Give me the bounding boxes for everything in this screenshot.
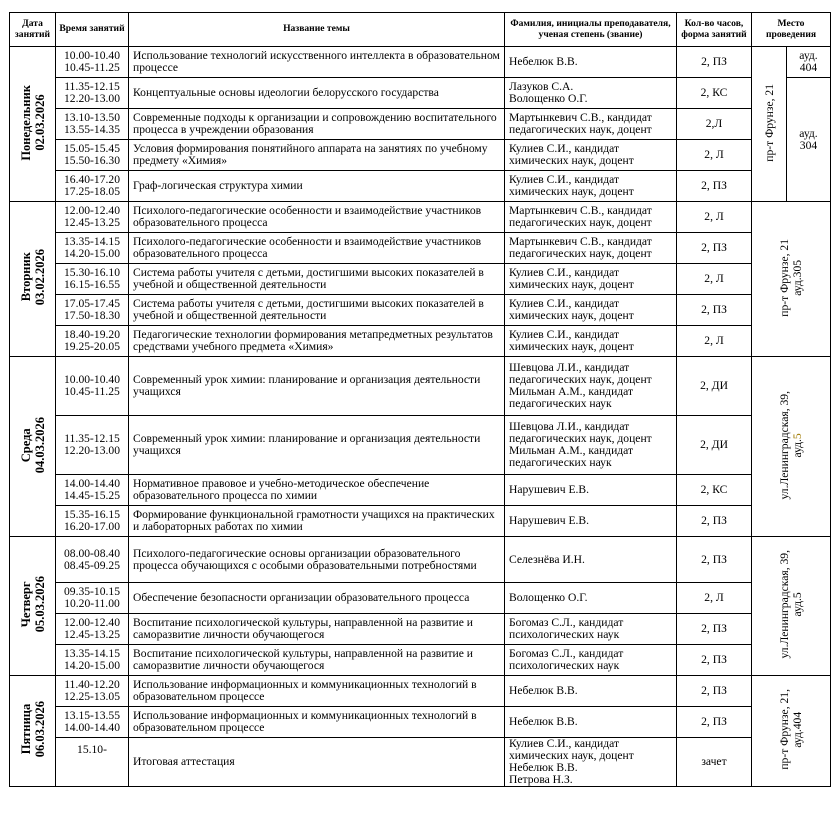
day-cell (10, 357, 56, 537)
table-row (10, 264, 831, 295)
header-time: Время занятий (56, 13, 129, 47)
day-cell (10, 676, 56, 787)
place-cell (752, 202, 831, 357)
table-row (10, 47, 831, 78)
table-row (10, 109, 831, 140)
table-row (10, 738, 831, 787)
hours-cell: 2, Л (677, 140, 752, 171)
time-cell: 15.10- (56, 738, 129, 787)
topic-cell: Концептуальные основы идеологии белорусского государства (129, 78, 505, 109)
table-row (10, 78, 831, 109)
table-row (10, 707, 831, 738)
hours-cell: 2,Л (677, 109, 752, 140)
topic-cell: Психолого-педагогические особенности и взаимодействие участников образовательного процесса (129, 233, 505, 264)
teacher-cell: Мартынкевич С.В., кандидат педагогических наук, доцент (505, 109, 677, 140)
table-row (10, 475, 831, 506)
hours-cell: зачет (677, 738, 752, 787)
time-cell: 11.40-12.20 12.25-13.05 (56, 676, 129, 707)
time-cell: 17.05-17.45 17.50-18.30 (56, 295, 129, 326)
schedule-table (9, 12, 831, 787)
header-date: Дата занятий (10, 13, 56, 47)
room-cell: ауд. 304 (787, 78, 831, 202)
place-label: пр-т Фрунзе, 21, ауд.404 (778, 689, 804, 770)
teacher-cell: Кулиев С.И., кандидат химических наук, доцент (505, 140, 677, 171)
time-cell: 15.35-16.15 16.20-17.00 (56, 506, 129, 537)
day-label: Вторник 03.02.2026 (18, 249, 47, 306)
header-hours: Кол-во часов, форма занятий (677, 13, 752, 47)
hours-cell: 2, Л (677, 202, 752, 233)
teacher-cell: Нарушевич Е.В. (505, 475, 677, 506)
place-cell (752, 676, 831, 787)
place-label: ул.Ленинградская, 39, ауд.5 (778, 550, 804, 659)
topic-cell: Психолого-педагогические основы организации образовательного процесса обучающихся с особыми образовательными потребностями (129, 537, 505, 583)
hours-cell: 2, ПЗ (677, 47, 752, 78)
topic-cell: Использование технологий искусственного интеллекта в образовательном процессе (129, 47, 505, 78)
place-cell (752, 357, 831, 537)
time-cell: 14.00-14.40 14.45-15.25 (56, 475, 129, 506)
topic-cell: Современные подходы к организации и сопровождению воспитательного процесса в учреждении образования (129, 109, 505, 140)
teacher-cell: Кулиев С.И., кандидат химических наук, доцент (505, 326, 677, 357)
hours-cell: 2, Л (677, 326, 752, 357)
teacher-cell: Лазуков С.А. Волощенко О.Г. (505, 78, 677, 109)
table-row (10, 645, 831, 676)
table-row (10, 357, 831, 416)
teacher-cell: Богомаз С.Л., кандидат психологических наук (505, 614, 677, 645)
time-cell: 10.00-10.40 10.45-11.25 (56, 47, 129, 78)
topic-cell: Система работы учителя с детьми, достигшими высоких показателей в учебной и общественной деятельности (129, 264, 505, 295)
teacher-cell: Небелюк В.В. (505, 676, 677, 707)
teacher-cell: Небелюк В.В. (505, 47, 677, 78)
teacher-cell: Волощенко О.Г. (505, 583, 677, 614)
time-cell: 13.10-13.50 13.55-14.35 (56, 109, 129, 140)
teacher-cell: Шевцова Л.И., кандидат педагогических наук, доцент Мильман А.М., кандидат педагогических наук (505, 416, 677, 475)
topic-cell: Нормативное правовое и учебно-методическое обеспечение образовательного процесса по химии (129, 475, 505, 506)
teacher-cell: Мартынкевич С.В., кандидат педагогических наук, доцент (505, 202, 677, 233)
teacher-cell: Мартынкевич С.В., кандидат педагогических наук, доцент (505, 233, 677, 264)
time-cell: 08.00-08.40 08.45-09.25 (56, 537, 129, 583)
hours-cell: 2, ПЗ (677, 295, 752, 326)
time-cell: 16.40-17.20 17.25-18.05 (56, 171, 129, 202)
teacher-cell: Богомаз С.Л., кандидат психологических наук (505, 645, 677, 676)
topic-cell: Итоговая аттестация (129, 738, 505, 787)
teacher-cell: Кулиев С.И., кандидат химических наук, доцент (505, 171, 677, 202)
table-row (10, 233, 831, 264)
table-row (10, 171, 831, 202)
hours-cell: 2, ПЗ (677, 614, 752, 645)
place-label: пр-т Фрунзе, 21 (762, 83, 776, 162)
table-row (10, 202, 831, 233)
topic-cell: Современный урок химии: планирование и организация деятельности учащихся (129, 357, 505, 416)
hours-cell: 2, ДИ (677, 357, 752, 416)
time-cell: 15.05-15.45 15.50-16.30 (56, 140, 129, 171)
place-label: пр-т Фрунзе, 21 ауд.305 (778, 238, 804, 317)
teacher-cell: Нарушевич Е.В. (505, 506, 677, 537)
topic-cell: Формирование функциональной грамотности учащихся на практических и лабораторных работах по химии (129, 506, 505, 537)
place-cell (752, 47, 787, 202)
day-label: Пятница 06.03.2026 (18, 701, 47, 758)
table-row (10, 326, 831, 357)
teacher-cell: Кулиев С.И., кандидат химических наук, доцент Небелюк В.В. Петрова Н.З. (505, 738, 677, 787)
teacher-cell: Шевцова Л.И., кандидат педагогических наук, доцент Мильман А.М., кандидат педагогических наук (505, 357, 677, 416)
day-label: Понедельник 02.03.2026 (18, 84, 47, 161)
teacher-cell: Небелюк В.В. (505, 707, 677, 738)
table-row (10, 614, 831, 645)
hours-cell: 2, ПЗ (677, 506, 752, 537)
topic-cell: Обеспечение безопасности организации образовательного процесса (129, 583, 505, 614)
topic-cell: Граф-логическая структура химии (129, 171, 505, 202)
hours-cell: 2, КС (677, 78, 752, 109)
header-row (10, 13, 831, 47)
teacher-cell: Кулиев С.И., кандидат химических наук, доцент (505, 264, 677, 295)
table-row (10, 295, 831, 326)
topic-cell: Современный урок химии: планирование и организация деятельности учащихся (129, 416, 505, 475)
topic-cell: Система работы учителя с детьми, достигшими высоких показателей в учебной и общественной деятельности (129, 295, 505, 326)
hours-cell: 2, ПЗ (677, 537, 752, 583)
time-cell: 18.40-19.20 19.25-20.05 (56, 326, 129, 357)
topic-cell: Педагогические технологии формирования метапредметных результатов средствами учебного предмета «Химия» (129, 326, 505, 357)
topic-cell: Психолого-педагогические особенности и взаимодействие участников образовательного процесса (129, 202, 505, 233)
table-row (10, 676, 831, 707)
room-cell: ауд. 404 (787, 47, 831, 78)
teacher-cell: Кулиев С.И., кандидат химических наук, доцент (505, 295, 677, 326)
place-street-label: ул.Ленинградская, 39, ауд. (778, 390, 804, 500)
header-place: Место проведения (752, 13, 831, 47)
place-cell (752, 537, 831, 676)
table-row (10, 506, 831, 537)
time-cell: 13.35-14.15 14.20-15.00 (56, 233, 129, 264)
time-cell: 15.30-16.10 16.15-16.55 (56, 264, 129, 295)
room-number: 5 (791, 432, 804, 439)
header-topic: Название темы (129, 13, 505, 47)
time-cell: 09.35-10.15 10.20-11.00 (56, 583, 129, 614)
day-label: Четверг 05.03.2026 (18, 576, 47, 633)
hours-cell: 2, ПЗ (677, 707, 752, 738)
hours-cell: 2, Л (677, 583, 752, 614)
time-cell: 11.35-12.15 12.20-13.00 (56, 78, 129, 109)
topic-cell: Воспитание психологической культуры, направленной на развитие и саморазвитие личности обучающегося (129, 614, 505, 645)
time-cell: 10.00-10.40 10.45-11.25 (56, 357, 129, 416)
day-cell (10, 47, 56, 202)
hours-cell: 2, Л (677, 264, 752, 295)
hours-cell: 2, КС (677, 475, 752, 506)
day-label: Среда 04.03.2026 (18, 416, 47, 474)
time-cell: 13.35-14.15 14.20-15.00 (56, 645, 129, 676)
place-label (778, 391, 804, 499)
time-cell: 12.00-12.40 12.45-13.25 (56, 614, 129, 645)
hours-cell: 2, ПЗ (677, 645, 752, 676)
hours-cell: 2, ПЗ (677, 233, 752, 264)
day-cell (10, 202, 56, 357)
topic-cell: Воспитание психологической культуры, направленной на развитие и саморазвитие личности обучающегося (129, 645, 505, 676)
time-cell: 11.35-12.15 12.20-13.00 (56, 416, 129, 475)
topic-cell: Условия формирования понятийного аппарата на занятиях по учебному предмету «Химия» (129, 140, 505, 171)
table-row (10, 537, 831, 583)
time-cell: 13.15-13.55 14.00-14.40 (56, 707, 129, 738)
table-row (10, 140, 831, 171)
hours-cell: 2, ПЗ (677, 171, 752, 202)
header-teacher: Фамилия, инициалы преподавателя, ученая степень (звание) (505, 13, 677, 47)
day-cell (10, 537, 56, 676)
table-row (10, 583, 831, 614)
topic-cell: Использование информационных и коммуникационных технологий в образовательном процессе (129, 676, 505, 707)
time-cell: 12.00-12.40 12.45-13.25 (56, 202, 129, 233)
hours-cell: 2, ПЗ (677, 676, 752, 707)
hours-cell: 2, ДИ (677, 416, 752, 475)
topic-cell: Использование информационных и коммуникационных технологий в образовательном процессе (129, 707, 505, 738)
teacher-cell: Селезнёва И.Н. (505, 537, 677, 583)
table-row (10, 416, 831, 475)
